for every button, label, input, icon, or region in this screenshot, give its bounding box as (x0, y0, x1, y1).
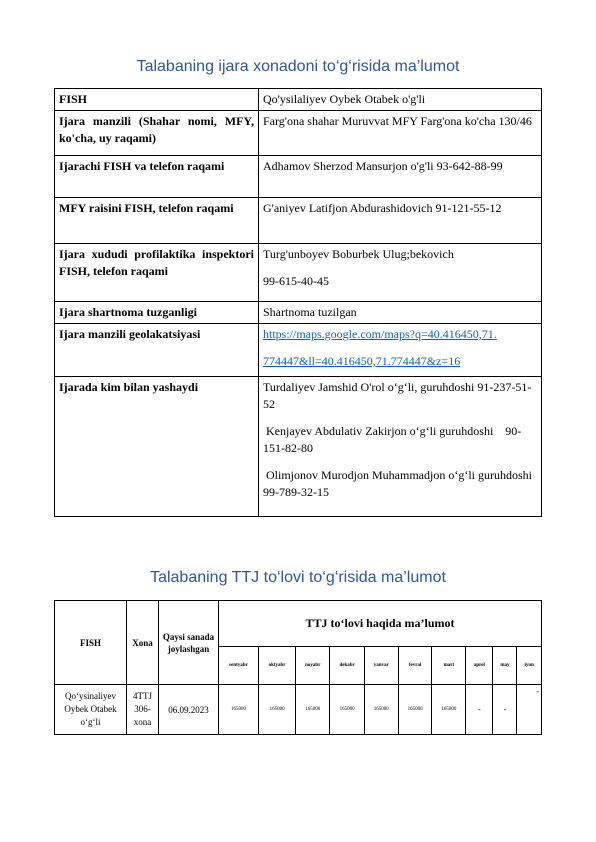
header-date: Qaysi sanada joylashgan (159, 601, 219, 685)
payment-cell: 165000 (330, 685, 364, 735)
payment-cell (517, 685, 542, 735)
payment-cell: - (466, 685, 493, 735)
month-cell: iyun (517, 647, 542, 685)
row-value (259, 111, 542, 156)
value-line: G'aniyev Latifjon Abdurashidovich 91-121-55-12 (263, 201, 502, 215)
table-row (55, 302, 542, 324)
value-line: Turdaliyev Jamshid O'rol o‘g‘li, guruhdoshi 91-237-51-52 (263, 380, 532, 411)
payment-cell: 165000 (296, 685, 330, 735)
value-line: Olimjonov Murodjon Muhammadjon o‘g‘li guruhdoshi 99-789-32-15 (263, 468, 538, 499)
row-key: Ijarachi FISH va telefon raqami (55, 156, 259, 198)
row-value (259, 377, 542, 517)
payment-dash: - (536, 687, 539, 696)
table-row (55, 685, 542, 735)
row-value (259, 89, 542, 111)
row-key: Ijara shartnoma tuzganligi (55, 302, 259, 324)
row-key: Ijarada kim bilan yashaydi (55, 377, 259, 517)
table-row (55, 111, 542, 156)
row-value (259, 198, 542, 244)
month-cell: sentyabr (219, 647, 259, 685)
rental-info-table (54, 88, 542, 517)
link-line[interactable]: https://maps.google.com/maps?q=40.416450,71. (263, 327, 497, 341)
month-cell: mart (432, 647, 466, 685)
month-cell: noyabr (296, 647, 330, 685)
section2-title: Talabaning TTJ to‘lovi to‘g‘risida ma’lumot (150, 569, 446, 586)
header-group: TTJ to‘lovi haqida ma’lumot (219, 601, 542, 647)
header-xona: Xona (127, 601, 159, 685)
value-line: Kenjayev Abdulativ Zakirjon o‘g‘li guruhdoshi 90-151-82-80 (263, 424, 522, 455)
payment-cell: 165000 (258, 685, 295, 735)
table-row (55, 324, 542, 377)
row-value (259, 156, 542, 198)
geolocation-link[interactable] (259, 324, 542, 377)
ttj-payment-table (54, 600, 542, 735)
row-key: FISH (55, 89, 259, 111)
month-cell: dekabr (330, 647, 364, 685)
row-key: Ijara manzili geolakatsiyasi (55, 324, 259, 377)
row-value (259, 302, 542, 324)
payment-cell: - (493, 685, 517, 735)
header-row (55, 601, 542, 647)
month-cell: fevral (398, 647, 432, 685)
checkin-date: 06.09.2023 (159, 685, 219, 735)
row-key: Ijara xududi profilaktika inspektori FISH, telefon raqami (55, 244, 259, 302)
table-row (55, 377, 542, 517)
row-value (259, 244, 542, 302)
value-line: Farg'ona shahar Muruvvat MFY Farg'ona ko'cha 130/46 (263, 114, 532, 128)
room-number: 4TTJ 306-xona (127, 685, 159, 735)
payment-cell: 165000 (219, 685, 259, 735)
month-cell: aprel (466, 647, 493, 685)
table-row (55, 244, 542, 302)
payment-cell: 165000 (364, 685, 398, 735)
row-key: Ijara manzili (Shahar nomi, MFY, ko'cha, uy raqami) (55, 111, 259, 156)
value-line: Shartnoma tuzilgan (263, 305, 357, 319)
month-cell: may (493, 647, 517, 685)
table-row (55, 89, 542, 111)
value-line: Adhamov Sherzod Mansurjon o'g'li 93-642-88-99 (263, 159, 503, 173)
month-cell: yanvar (364, 647, 398, 685)
student-name: Qo‘ysinaliyev Oybek Otabek o‘g‘li (55, 685, 127, 735)
row-key: MFY raisini FISH, telefon raqami (55, 198, 259, 244)
value-line: 99-615-40-45 (263, 274, 329, 288)
table-row (55, 198, 542, 244)
table-row (55, 156, 542, 198)
value-line: Qo'ysilaliyev Oybek Otabek o'g'li (263, 92, 426, 106)
link-line[interactable]: 774447&ll=40.416450,71.774447&z=16 (263, 354, 461, 368)
section1-title: Talabaning ijara xonadoni to‘g‘risida ma’lumot (136, 58, 460, 75)
header-fish: FISH (55, 601, 127, 685)
month-cell: oktyabr (258, 647, 295, 685)
payment-cell: 165000 (398, 685, 432, 735)
payment-cell: 165000 (432, 685, 466, 735)
value-line: Turg'unboyev Boburbek Ulug;bekovich (263, 247, 454, 261)
